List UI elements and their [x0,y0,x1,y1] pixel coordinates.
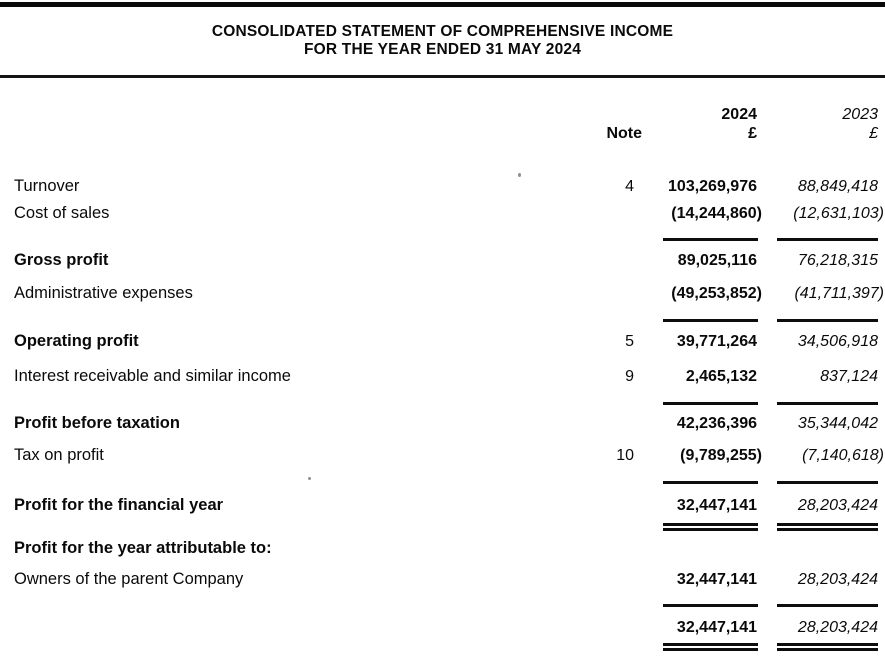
row-label: Profit for the financial year [14,496,224,514]
row-value-2023: (7,140,618) [802,447,884,464]
total-rule [777,319,878,322]
total-rule [777,481,878,484]
total-rule [663,481,758,484]
total-rule [663,402,758,405]
row-note-ref: 10 [616,447,634,464]
row-label: Interest receivable and similar income [14,367,291,385]
double-total-rule [777,528,878,531]
page-title-line1: CONSOLIDATED STATEMENT OF COMPREHENSIVE INCOME [211,23,674,40]
double-total-rule [777,523,878,526]
double-total-rule [663,648,758,651]
statement-row [0,497,885,517]
row-value-2024: 39,771,264 [676,333,757,350]
row-label: Operating profit [14,332,139,350]
row-note-ref: 5 [625,333,634,350]
row-value-2024: 2,465,132 [685,368,757,385]
row-value-2024: (9,789,255) [680,447,762,464]
statement-row [0,619,885,639]
statement-row [0,285,885,305]
column-header-currency-2024: £ [748,125,757,142]
statement-row [0,333,885,353]
column-header-2023: 2023 [842,106,878,123]
row-label: Administrative expenses [14,284,193,302]
total-rule [663,238,758,241]
row-value-2023: 35,344,042 [797,415,878,432]
row-value-2024: 103,269,976 [668,178,757,195]
row-value-2024: (14,244,860) [671,205,762,222]
statement-row [0,540,885,560]
page-title [0,23,885,58]
row-value-2024: 42,236,396 [676,415,757,432]
top-border-rule [0,2,885,7]
total-rule [777,402,878,405]
row-value-2023: 28,203,424 [797,619,878,636]
total-rule [777,238,878,241]
row-value-2024: 32,447,141 [676,497,757,514]
row-value-2023: 28,203,424 [797,497,878,514]
double-total-rule [777,643,878,646]
double-total-rule [663,523,758,526]
row-value-2024: (49,253,852) [671,285,762,302]
row-label: Cost of sales [14,204,110,222]
row-label: Turnover [14,177,80,195]
double-total-rule [777,648,878,651]
row-note-ref: 9 [625,368,634,385]
row-label: Profit before taxation [14,414,180,432]
statement-row [0,415,885,435]
statement-row [0,571,885,591]
title-divider-rule [0,75,885,78]
total-rule [663,319,758,322]
row-value-2024: 89,025,116 [677,252,757,269]
column-header-2024: 2024 [721,106,757,123]
row-value-2024: 32,447,141 [676,619,757,636]
row-value-2023: 88,849,418 [797,178,878,195]
row-value-2023: 837,124 [820,368,878,385]
row-label: Tax on profit [14,446,104,464]
row-value-2023: (12,631,103) [793,205,884,222]
scan-artifact [308,477,311,480]
statement-row [0,178,885,198]
double-total-rule [663,643,758,646]
statement-row [0,252,885,272]
page-title-line2: FOR THE YEAR ENDED 31 MAY 2024 [303,40,582,58]
statement-row [0,368,885,388]
statement-row [0,205,885,225]
row-label: Owners of the parent Company [14,570,244,588]
column-header-currency-2023: £ [869,125,878,142]
row-note-ref: 4 [625,178,634,195]
total-rule [777,604,878,607]
row-value-2023: (41,711,397) [794,285,884,302]
row-value-2023: 34,506,918 [797,333,878,350]
row-value-2023: 28,203,424 [797,571,878,588]
row-label: Profit for the year attributable to: [14,539,272,557]
row-value-2023: 76,218,315 [797,252,878,269]
row-value-2024: 32,447,141 [676,571,757,588]
double-total-rule [663,528,758,531]
row-label: Gross profit [14,251,109,269]
statement-row [0,447,885,467]
column-header-note: Note [606,125,642,142]
total-rule [663,604,758,607]
scan-artifact [518,173,521,177]
